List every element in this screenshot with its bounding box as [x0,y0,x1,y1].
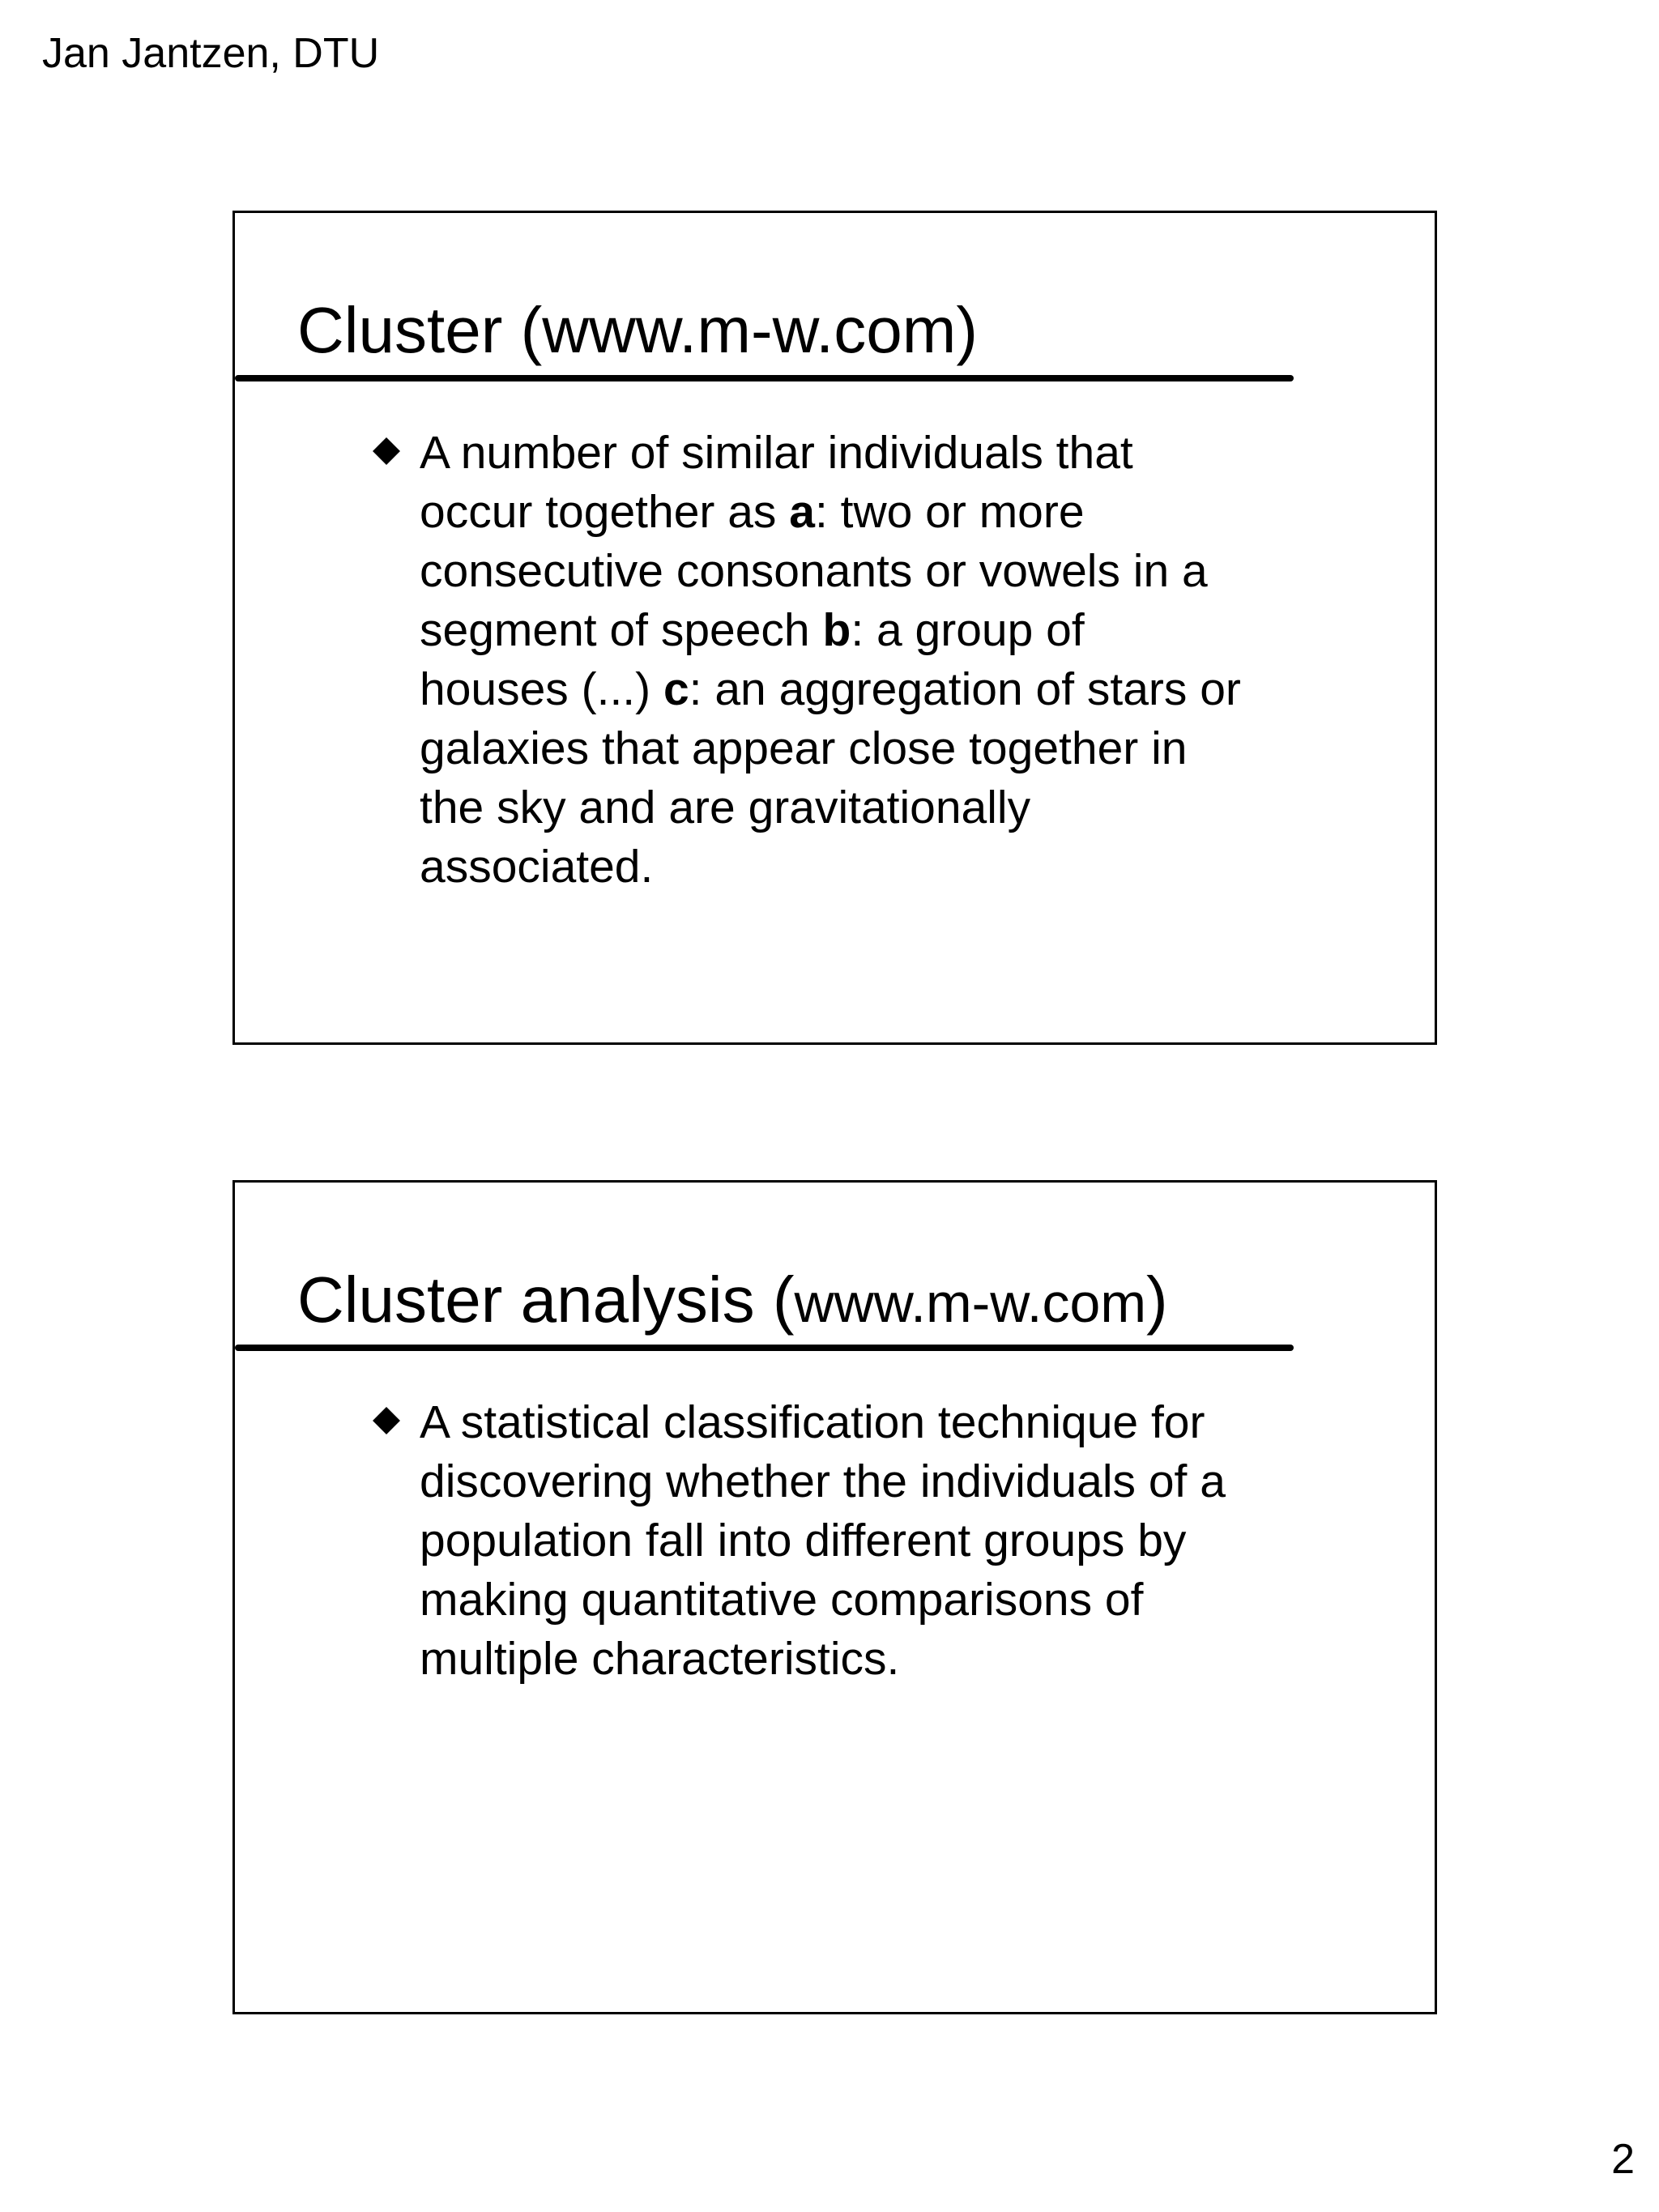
line-text: the sky and are gravitationally [420,782,1031,833]
title-url: www.m-w.com [794,1272,1146,1334]
bullet-text [420,424,1308,897]
bullet-line [420,719,1308,778]
bullet-line [420,483,1308,542]
bullet-line [420,542,1308,601]
bullet-line [420,424,1308,483]
line-text: segment of speech [420,604,823,656]
line-text: : an aggregation of stars or [689,663,1241,715]
slide-cluster-analysis [232,1180,1437,2014]
bold-label: a [789,486,815,538]
bullet-line [420,1571,1308,1630]
bold-label: c [663,663,689,715]
line-text: A number of similar individuals that [420,427,1133,479]
line-text: occur together as [420,486,790,538]
line-text: associated. [420,841,654,893]
line-text: : two or more [814,486,1085,538]
line-text: population fall into different groups by [420,1515,1187,1566]
diamond-bullet-icon [373,1407,400,1434]
line-text: discovering whether the individuals of a [420,1455,1226,1507]
bullet-line [420,1630,1308,1689]
bullet-line [420,660,1308,719]
bullet-line [420,1393,1308,1452]
slide-cluster [232,211,1437,1045]
line-text: multiple characteristics. [420,1633,900,1685]
title-underline [235,1345,1294,1351]
bullet-line [420,778,1308,837]
title-underline [235,375,1294,381]
line-text: consecutive consonants or vowels in a [420,545,1208,597]
page-header-author: Jan Jantzen, DTU [42,30,380,77]
line-text: : a group of [851,604,1085,656]
bullet-line [420,837,1308,897]
title-main: Cluster analysis ( [297,1264,795,1336]
bold-label: b [822,604,851,656]
line-text: houses (...) [420,663,663,715]
line-text: A statistical classification technique for [420,1396,1205,1448]
slide-title [297,1264,1168,1336]
title-close: ) [1145,1264,1168,1336]
bullet-line [420,1452,1308,1511]
line-text: galaxies that appear close together in [420,722,1188,774]
bullet-item [377,424,1308,897]
bullet-line [420,601,1308,660]
slide-title: Cluster (www.m-w.com) [297,294,979,366]
bullet-line [420,1511,1308,1571]
page-number: 2 [1611,2136,1635,2183]
bullet-item [377,1393,1308,1689]
bullet-text [420,1393,1308,1689]
diamond-bullet-icon [373,437,400,465]
line-text: making quantitative comparisons of [420,1574,1144,1626]
